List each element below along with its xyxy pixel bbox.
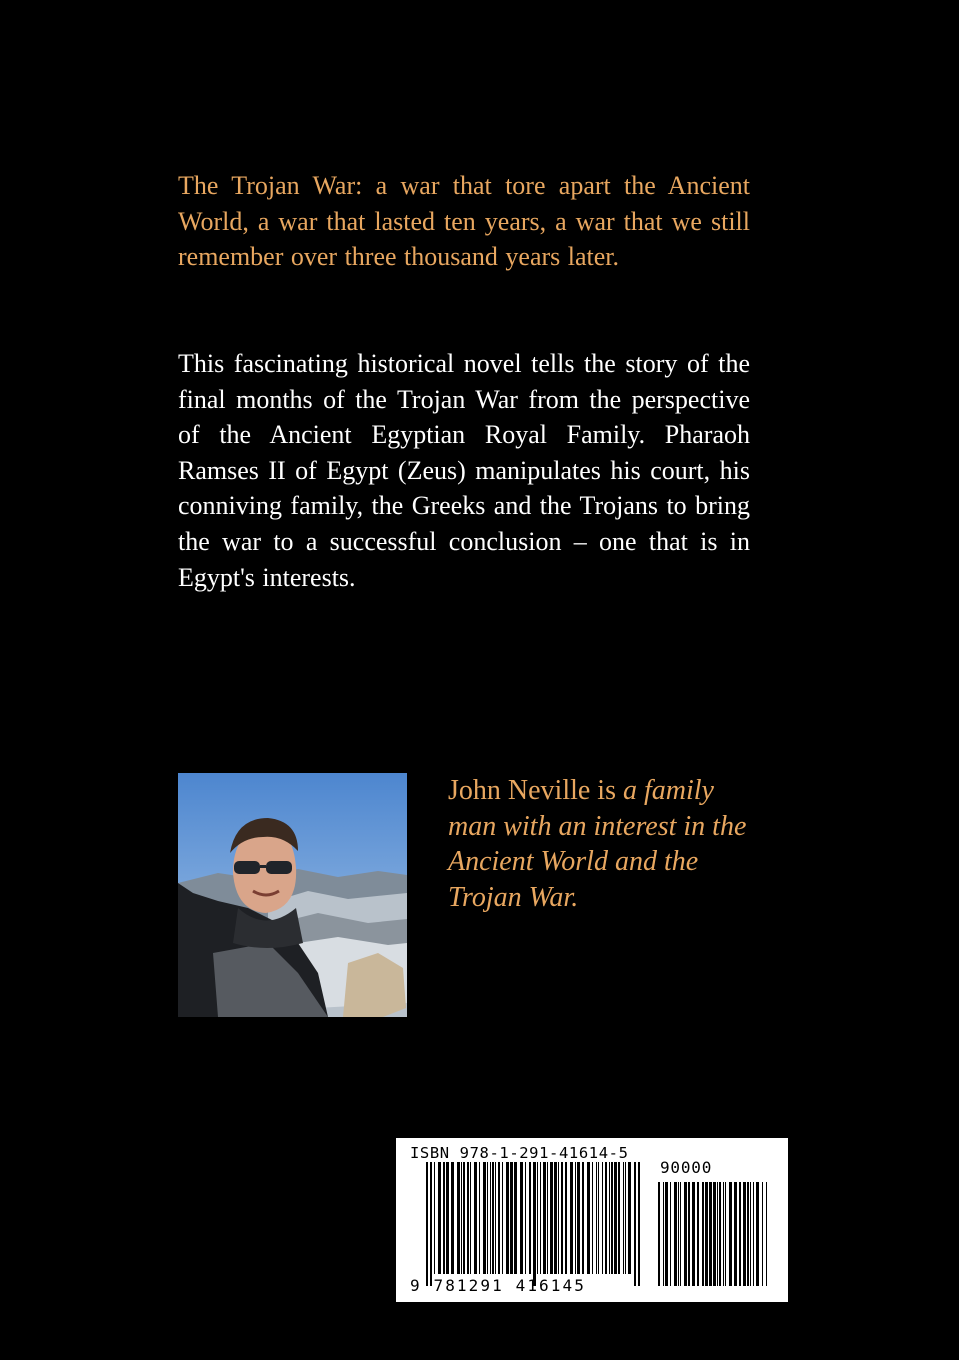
barcode-bar <box>561 1162 563 1274</box>
barcode-bar <box>618 1162 620 1274</box>
barcode-bar <box>609 1162 610 1274</box>
barcode-bar <box>514 1162 517 1274</box>
addon-bar <box>743 1182 746 1286</box>
addon-bar <box>766 1182 767 1286</box>
barcode-bar <box>605 1162 607 1274</box>
isbn-label: ISBN 978-1-291-41614-5 <box>410 1144 629 1162</box>
barcode-bar <box>490 1162 491 1274</box>
barcode-bar <box>474 1162 477 1274</box>
addon-bar <box>665 1182 668 1286</box>
ean-digits: 9 781291 416145 <box>410 1276 586 1295</box>
barcode-bar <box>558 1162 559 1274</box>
addon-bar <box>674 1182 677 1286</box>
barcode-bar <box>463 1162 465 1274</box>
price-code: 90000 <box>660 1158 713 1177</box>
barcode-bar <box>614 1162 617 1274</box>
barcode-bar <box>582 1162 584 1274</box>
barcode-bar <box>533 1162 536 1286</box>
barcode-bar <box>487 1162 488 1274</box>
barcode-bar <box>492 1162 494 1274</box>
barcode-bar <box>565 1162 567 1274</box>
barcode-bar <box>598 1162 599 1274</box>
addon-bar <box>729 1182 732 1286</box>
addon-bar <box>680 1182 681 1286</box>
addon-bar <box>663 1182 664 1286</box>
barcode-bar <box>587 1162 590 1274</box>
barcode-bar <box>467 1162 469 1274</box>
addon-bar <box>670 1182 671 1286</box>
barcode-bar <box>510 1162 513 1274</box>
addon-bar <box>702 1182 704 1286</box>
author-description: a family man with an interest in the Ancient World and the Trojan War. <box>448 775 747 913</box>
author-name: John Neville is <box>448 775 616 806</box>
barcode-bar <box>457 1162 460 1274</box>
barcode-bar <box>529 1162 531 1274</box>
author-bio <box>448 773 748 915</box>
addon-bar <box>750 1182 751 1286</box>
barcode-bar <box>570 1162 573 1274</box>
addon-bar <box>762 1182 763 1286</box>
addon-bar <box>734 1182 737 1286</box>
barcode-bar <box>434 1162 435 1274</box>
addon-bar <box>719 1182 721 1286</box>
barcode-bar <box>470 1162 471 1274</box>
barcode-bar <box>446 1162 449 1274</box>
addon-bar <box>747 1182 749 1286</box>
barcode-bar <box>520 1162 523 1274</box>
barcode-bar <box>596 1162 597 1274</box>
addon-bar <box>684 1182 687 1286</box>
barcode-bar <box>495 1162 496 1274</box>
addon-bar <box>688 1182 690 1286</box>
barcode-bar <box>611 1162 613 1274</box>
barcode-bar <box>628 1162 631 1274</box>
barcode-bar <box>623 1162 624 1274</box>
barcode-bar <box>451 1162 454 1274</box>
barcode-bar <box>575 1162 576 1274</box>
addon-bar <box>725 1182 726 1286</box>
guard-bar <box>426 1162 428 1286</box>
barcode-bar <box>438 1162 441 1274</box>
barcode-bar <box>502 1162 503 1274</box>
barcode-bar <box>550 1162 553 1274</box>
barcode-bar <box>547 1162 548 1274</box>
barcode-bar <box>506 1162 509 1274</box>
blurb-intro: The Trojan War: a war that tore apart the Ancient World, a war that lasted ten years, a war that we still remember over three thousand years later. <box>178 171 750 272</box>
addon-bar <box>658 1182 660 1286</box>
addon-bar <box>709 1182 712 1286</box>
guard-bar <box>638 1162 640 1286</box>
guard-bar <box>430 1162 432 1286</box>
addon-bar <box>692 1182 695 1286</box>
addon-bar <box>723 1182 724 1286</box>
addon-bar <box>753 1182 754 1286</box>
barcode-bar <box>443 1162 445 1274</box>
addon-bar <box>739 1182 741 1286</box>
addon-bar <box>717 1182 718 1286</box>
addon-bar <box>713 1182 716 1286</box>
isbn-barcode <box>396 1138 788 1302</box>
blurb-summary: This fascinating historical novel tells the story of the final months of the Trojan War from the perspective of the Ancient Egyptian Royal Family. Pharaoh Ramses II of Egypt (Zeus) manipulates his court, his conniving family, the Greeks and the Trojans to bring the war to a successful conclusion – one that is in Egypt's interests. <box>178 349 750 592</box>
barcode-bar <box>540 1162 541 1274</box>
barcode-bar <box>537 1162 538 1274</box>
barcode-bar <box>592 1162 593 1274</box>
barcode-bar <box>525 1162 526 1274</box>
guard-bar <box>634 1162 636 1286</box>
addon-bar <box>678 1182 679 1286</box>
barcode-bar <box>483 1162 486 1274</box>
addon-bar <box>697 1182 699 1286</box>
barcode-bar <box>498 1162 500 1274</box>
barcode-bar <box>461 1162 462 1274</box>
addon-bar <box>705 1182 708 1286</box>
addon-bar <box>756 1182 759 1286</box>
barcode-bar <box>625 1162 626 1274</box>
barcode-bar <box>602 1162 603 1274</box>
barcode-bar <box>577 1162 580 1274</box>
author-photo <box>178 773 407 1017</box>
barcode-bar <box>543 1162 546 1274</box>
barcode-bar <box>479 1162 480 1274</box>
barcode-bar <box>554 1162 557 1274</box>
